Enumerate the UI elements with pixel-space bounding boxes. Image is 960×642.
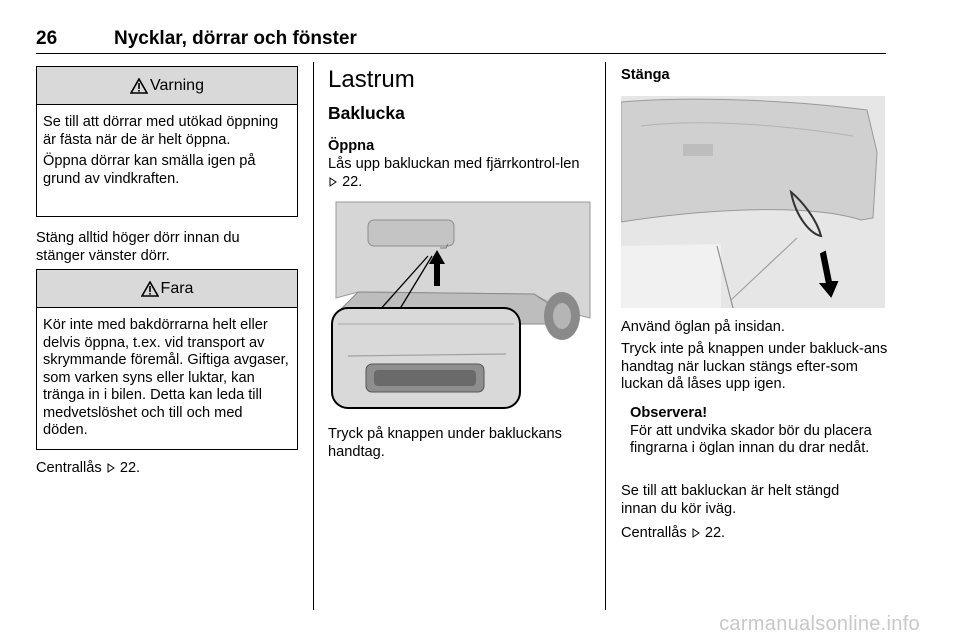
page-reference-arrow-icon (329, 177, 337, 187)
warning-triangle-icon (130, 78, 148, 94)
close-text-1: Använd öglan på insidan. (621, 319, 785, 335)
running-title: Nycklar, dörrar och fönster (114, 28, 357, 49)
column-divider-left (313, 62, 314, 610)
warning-box-header (37, 67, 297, 105)
open-ref-page: 22. (342, 173, 363, 190)
page-reference-arrow-icon (692, 528, 700, 538)
danger-box (36, 269, 298, 450)
crossref-text: Centrallås (621, 525, 687, 541)
warning-box (36, 66, 298, 217)
warning-box-title: Varning (150, 76, 204, 94)
button-caption: Tryck på knappen under bakluckans handtag. (328, 426, 562, 460)
danger-paragraph: Kör inte med bakdörrarna helt eller delvis öppna, t.ex. vid transport av skrymmande föremål. Giftiga avgaser, som varken syns eller luktar, kan tränga in i bilen. Detta kan leda till medvetslöshet och till och med döden. (43, 317, 289, 438)
open-instruction-text: Lås upp bakluckan med fjärrkontrol-len (328, 156, 580, 172)
close-text-3: Se till att bakluckan är helt stängd innan du kör iväg. (621, 483, 840, 517)
open-instruction (328, 156, 590, 191)
close-text-2: Tryck inte på knappen under bakluck-ans handtag när luckan stängs efter-som luckan då låses upp igen. (621, 341, 888, 392)
warning-paragraph: Öppna dörrar kan smälla igen på grund av vindkraften. (43, 153, 256, 187)
crossref-page: 22. (119, 460, 141, 476)
warning-box-body (37, 105, 297, 197)
door-close-order-text: Stäng alltid höger dörr innan du stänger vänster dörr. (36, 230, 240, 264)
danger-box-body (37, 308, 297, 449)
note-title: Observera! (630, 405, 708, 421)
central-lock-ref-right[interactable] (621, 525, 725, 543)
warning-triangle-icon (141, 281, 159, 297)
open-heading: Öppna (328, 138, 375, 154)
danger-box-title: Fara (160, 279, 194, 297)
column-divider-right (605, 62, 606, 610)
crossref-page: 22. (704, 525, 726, 541)
central-lock-ref[interactable] (36, 460, 140, 478)
note-block (630, 405, 880, 458)
warning-paragraph: Se till att dörrar med utökad öppning är fästa när de är helt öppna. (43, 114, 279, 148)
note-text: För att undvika skador bör du placera fingrarna i öglan innan du drar nedåt. (630, 422, 872, 456)
page-header (36, 24, 886, 54)
subsection-heading: Baklucka (328, 103, 405, 123)
crossref-text: Centrallås (36, 460, 102, 476)
watermark: carmanualsonline.info (719, 613, 920, 635)
danger-box-header (37, 270, 297, 308)
tailgate-button-illustration (328, 200, 592, 412)
tailgate-closing-illustration (621, 96, 885, 308)
close-heading: Stänga (621, 67, 670, 83)
section-heading: Lastrum (328, 66, 415, 93)
page-reference-arrow-icon (107, 463, 115, 473)
page-number: 26 (36, 28, 58, 49)
